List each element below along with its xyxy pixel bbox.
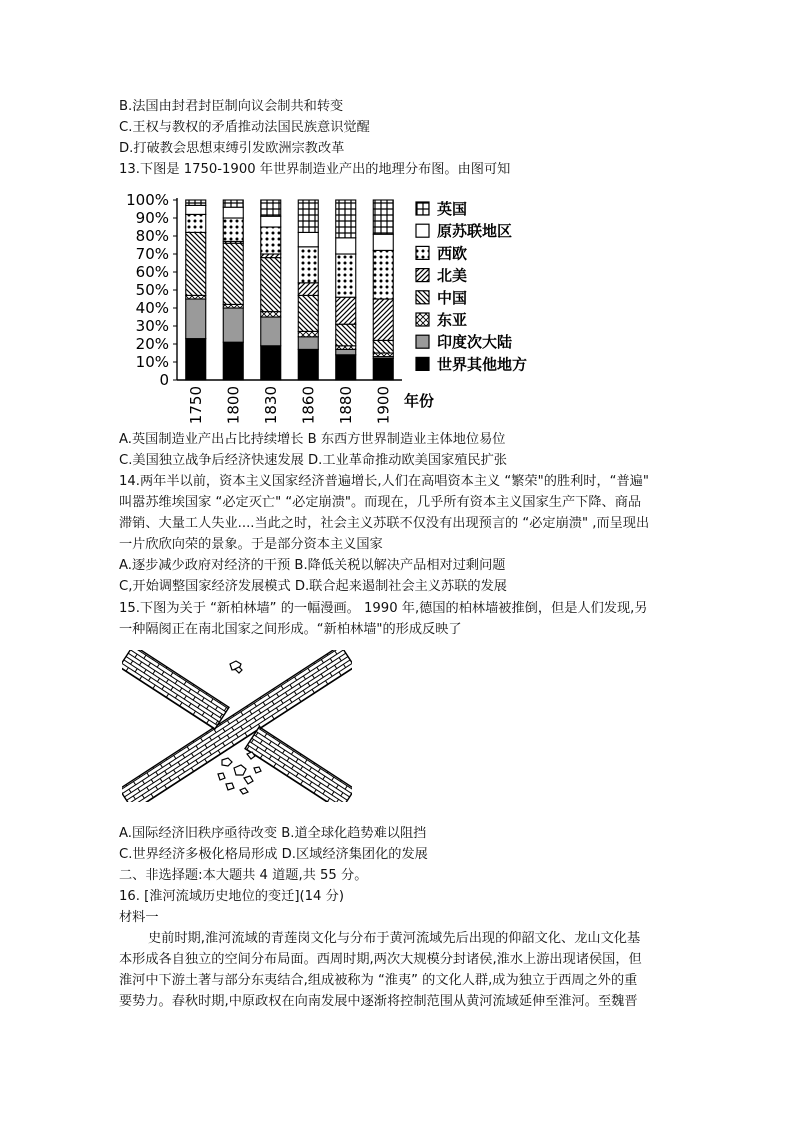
question-16-title: 16. [淮河流域历史地位的变迁](14 分) [119, 889, 344, 904]
bar-segment [298, 232, 318, 246]
x-tick-label: 1800 [224, 386, 243, 425]
legend-label: 东亚 [437, 311, 468, 329]
bar-segment [223, 308, 243, 342]
legend-swatch [416, 313, 429, 326]
bar-segment [223, 207, 243, 218]
bar-segment [298, 331, 318, 336]
bar-segment [298, 200, 318, 232]
legend-swatch [416, 335, 429, 348]
legend-label: 印度次大陆 [437, 333, 513, 352]
section-2-heading: 二、非选择题:本大题共 4 道题,共 55 分。 [119, 868, 368, 883]
question-13-stem: 13.下图是 1750-1900 年世界制造业产出的地理分布图。由图可知 [119, 162, 511, 177]
bar-segment [336, 297, 356, 324]
y-tick-label: 60% [135, 263, 169, 281]
x-tick-label: 1750 [186, 386, 205, 425]
bar-segment [336, 254, 356, 297]
bar-segment [336, 238, 356, 254]
legend-label: 西欧 [437, 244, 468, 263]
question-15-line-1: 15.下图为关于 “新柏林墙” 的一幅漫画。 1990 年,德国的柏林墙被推倒，但是人们发现,另 [119, 601, 648, 616]
bar-segment [373, 358, 393, 380]
bar-segment [336, 200, 356, 238]
options-13-ab: A.英国制造业产出占比持续增长 B 东西方世界制造业主体地位易位 [119, 432, 506, 447]
manufacturing-chart-svg [120, 188, 550, 428]
option-12-b: B.法国由封君封臣制向议会制共和转变 [119, 99, 344, 114]
legend-swatch [416, 224, 429, 237]
y-tick-label: 80% [135, 227, 169, 245]
y-tick-label: 30% [135, 317, 169, 335]
bar-segment [298, 283, 318, 296]
bar-segment [223, 218, 243, 241]
bar-segment [186, 339, 206, 380]
x-tick-label: 1880 [336, 386, 355, 425]
legend-label: 英国 [437, 200, 468, 218]
bar-segment [186, 299, 206, 339]
bar-segment [298, 337, 318, 350]
new-berlin-wall-cartoon [122, 650, 352, 802]
material-1-line-2: 本形成各自独立的空间分布局面。西周时期,两次大规模分封诸侯,淮水上游出现诸侯国，但 [119, 952, 642, 967]
bar-segment [373, 340, 393, 353]
material-1-line-3: 淮河中下游土著与部分东夷结合,组成被称为 “淮夷” 的文化人群,成为独立于西周之外的重 [119, 973, 638, 988]
bar-segment [298, 295, 318, 331]
bar-segment [373, 200, 393, 234]
y-tick-label: 50% [135, 281, 169, 299]
options-15-cd: C.世界经济多极化格局形成 D.区域经济集团化的发展 [119, 847, 428, 862]
bar-segment [186, 214, 206, 232]
material-1-line-1: 史前时期,淮河流域的青莲岗文化与分布于黄河流域先后出现的仰韶文化、龙山文化基 [148, 931, 641, 946]
bar-segment [223, 200, 243, 207]
x-tick-label: 1830 [261, 386, 280, 425]
legend-label: 原苏联地区 [437, 222, 513, 241]
options-14-cd: C,开始调整国家经济发展模式 D.联合起来遏制社会主义苏联的发展 [119, 579, 507, 594]
x-axis-label: 年份 [404, 392, 435, 410]
bar-segment [373, 234, 393, 250]
y-tick-label: 10% [135, 353, 169, 371]
bar-segment [223, 342, 243, 380]
y-tick-label: 70% [135, 245, 169, 263]
bar-segment [373, 299, 393, 340]
y-tick-label: 0 [159, 371, 169, 389]
option-12-d: D.打破教会思想束缚引发欧洲宗教改革 [119, 141, 345, 156]
legend-swatch [416, 357, 429, 370]
options-14-ab: A.逐步减少政府对经济的干预 B.降低关税以解决产品相对过剩问题 [119, 558, 506, 573]
y-tick-label: 90% [135, 209, 169, 227]
legend-label: 世界其他地方 [437, 355, 528, 374]
legend-swatch [416, 202, 429, 215]
question-14-line-4: 一片欣欣向荣的景象。于是部分资本主义国家 [119, 537, 383, 552]
bar-segment [261, 317, 281, 346]
bar-segment [336, 349, 356, 354]
bar-segment [298, 247, 318, 283]
options-13-cd: C.美国独立战争后经济快速发展 D.工业革命推动欧美国家殖民扩张 [119, 453, 507, 468]
option-12-c: C.王权与教权的矛盾推动法国民族意识觉醒 [119, 120, 370, 135]
bar-segment [261, 346, 281, 380]
bar-segment [186, 200, 206, 205]
legend-label: 北美 [437, 266, 468, 285]
legend-swatch [416, 269, 429, 282]
question-14-line-2: 叫嚣苏维埃国家 “必定灭亡" “必定崩溃"。而现在，几乎所有资本主义国家生产下降、商品 [119, 495, 642, 510]
legend-swatch [416, 291, 429, 304]
bar-segment [223, 243, 243, 304]
bar-segment [186, 205, 206, 214]
question-14-line-3: 滞销、大量工人失业....当此之时，社会主义苏联不仅没有出现预言的 “必定崩溃" ,而呈现出 [119, 516, 650, 531]
legend-label: 中国 [437, 288, 468, 307]
bar-segment [336, 324, 356, 346]
bar-segment [261, 312, 281, 317]
x-tick-label: 1860 [299, 386, 318, 425]
bar-segment [298, 349, 318, 380]
bar-segment [261, 200, 281, 216]
legend-swatch [416, 246, 429, 259]
x-tick-label: 1900 [374, 386, 393, 425]
material-1-line-4: 要势力。春秋时期,中原政权在向南发展中逐渐将控制范围从黄河流域延伸至淮河。至魏晋 [119, 994, 638, 1009]
question-15-line-2: 一种隔阂正在南北国家之间形成。“新柏林墙"的形成反映了 [119, 622, 462, 637]
y-tick-label: 20% [135, 335, 169, 353]
question-14-line-1: 14.两年半以前，资本主义国家经济普遍增长,人们在高唱资本主义 “繁荣"的胜利时，“普遍" [119, 474, 649, 489]
material-1-label: 材料一 [119, 910, 159, 925]
options-15-ab: A.国际经济旧秩序亟待改变 B.道全球化趋势难以阻挡 [119, 826, 427, 841]
bar-segment [261, 227, 281, 254]
y-tick-label: 40% [135, 299, 169, 317]
bar-segment [261, 258, 281, 312]
bar-segment [373, 250, 393, 299]
y-tick-label: 100% [126, 191, 169, 209]
manufacturing-chart [120, 188, 550, 428]
bar-segment [336, 355, 356, 380]
bar-segment [186, 232, 206, 295]
bar-segment [261, 216, 281, 227]
cartoon-svg [122, 650, 352, 802]
